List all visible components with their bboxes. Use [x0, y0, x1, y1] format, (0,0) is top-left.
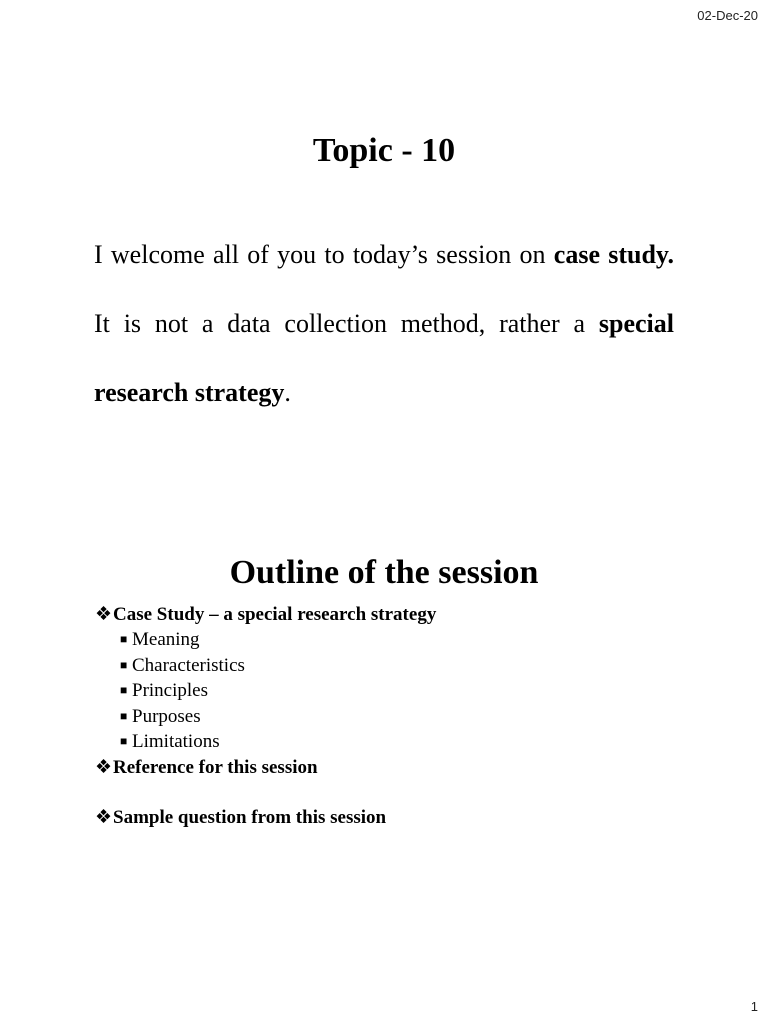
sub-item-label: Meaning	[132, 629, 200, 650]
page-number: 1	[750, 999, 758, 1014]
intro-bold-strategy: special research strategy	[94, 309, 674, 407]
intro-bold-case-study: case study.	[553, 240, 674, 269]
sub-item-limitations	[120, 729, 695, 755]
outline-item-sample-question	[95, 805, 695, 830]
sub-list	[95, 627, 695, 755]
date-label: 02-Dec-20	[697, 8, 758, 23]
intro-text-1: I welcome all of you to today’s session on	[94, 240, 554, 269]
outline-item-reference	[95, 755, 695, 780]
sub-item-meaning	[120, 627, 695, 653]
outline-item-label: Reference for this session	[113, 756, 318, 778]
intro-text-2: It is not a data collection method, rather a	[94, 309, 599, 338]
diamond-bullet-icon: ❖	[95, 756, 113, 778]
outline-item-label: Sample question from this session	[113, 806, 387, 828]
intro-text-3: .	[284, 378, 291, 407]
diamond-bullet-icon: ❖	[95, 604, 113, 625]
outline-list	[95, 602, 695, 830]
sub-item-principles	[120, 678, 695, 704]
sub-item-label: Limitations	[132, 731, 220, 752]
sub-item-label: Characteristics	[132, 654, 245, 676]
outline-item-label: Case Study – a special research strategy	[113, 604, 437, 625]
sub-item-characteristics	[120, 653, 695, 679]
sub-item-label: Purposes	[132, 705, 201, 727]
square-bullet-icon: ■	[120, 683, 128, 697]
square-bullet-icon: ■	[120, 632, 128, 646]
intro-paragraph	[94, 220, 674, 427]
square-bullet-icon: ■	[120, 734, 128, 748]
sub-item-purposes	[120, 704, 695, 730]
diamond-bullet-icon: ❖	[95, 806, 113, 828]
sub-item-label: Principles	[132, 680, 208, 701]
square-bullet-icon: ■	[120, 657, 128, 672]
outline-item-case-study	[95, 602, 695, 755]
square-bullet-icon: ■	[120, 708, 128, 723]
topic-title: Topic - 10	[312, 132, 456, 169]
outline-title: Outline of the session	[229, 554, 539, 591]
